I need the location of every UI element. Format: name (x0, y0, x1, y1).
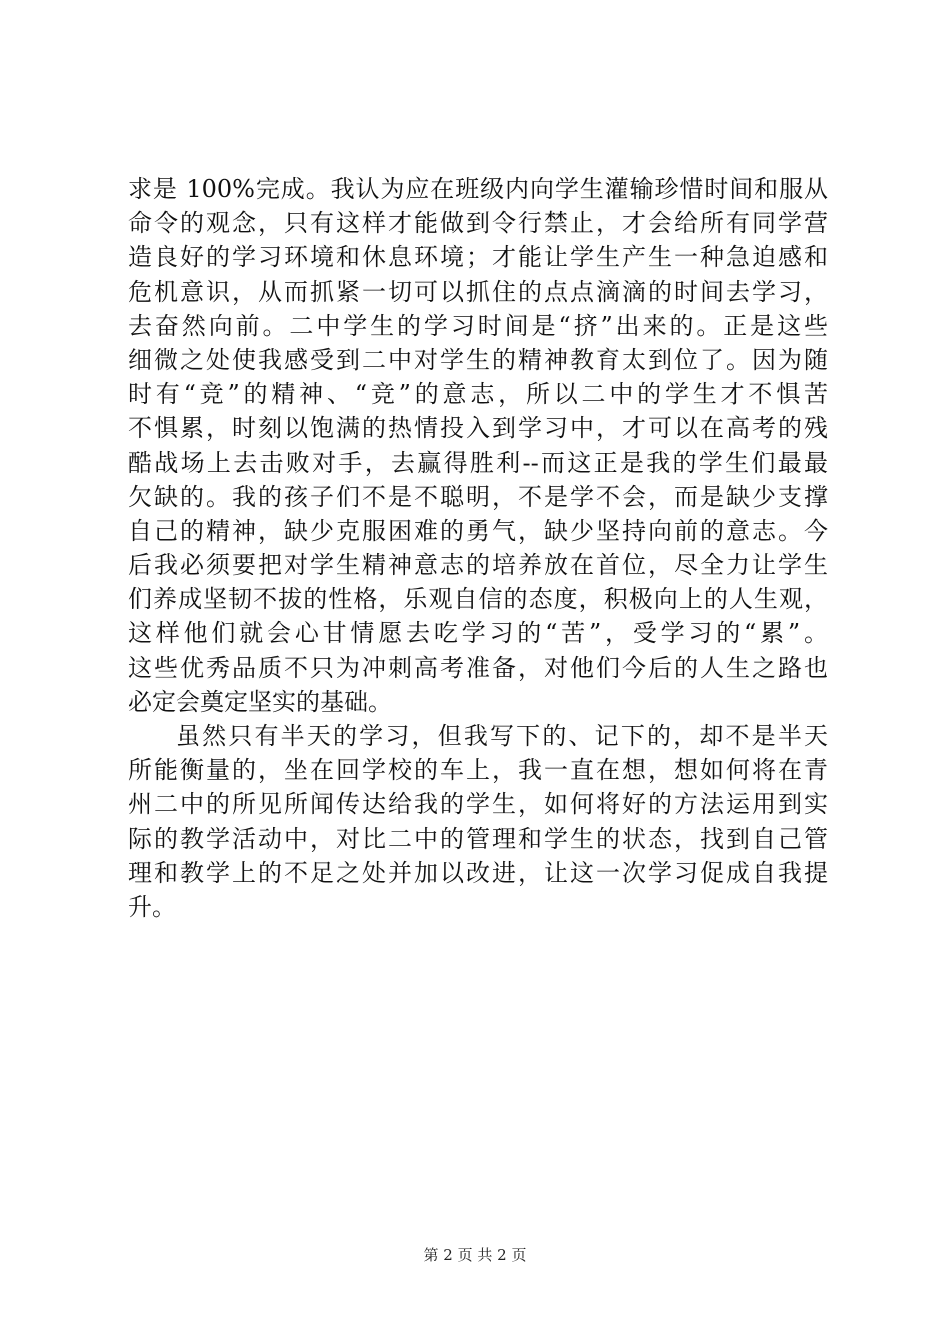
text-line: 所能衡量的，坐在回学校的车上，我一直在想，想如何将在青 (128, 756, 828, 785)
text-line: 去奋然向前。二中学生的学习时间是“挤”出来的。正是这些 (128, 311, 828, 340)
text-line: 危机意识，从而抓紧一切可以抓住的点点滴滴的时间去学习， (128, 277, 828, 306)
text-line: 造良好的学习环境和休息环境；才能让学生产生一种急迫感和 (128, 243, 828, 272)
text-line: 求是 100%完成。我认为应在班级内向学生灌输珍惜时间和服从 (128, 175, 828, 203)
paragraph-2 (128, 719, 828, 924)
document-body (128, 172, 828, 924)
text-line: 必定会奠定坚实的基础。 (128, 687, 392, 716)
text-line: 这些优秀品质不只为冲刺高考准备，对他们今后的人生之路也 (128, 653, 828, 682)
text-line: 细微之处使我感受到二中对学生的精神教育太到位了。因为随 (128, 345, 828, 374)
text-line: 欠缺的。我的孩子们不是不聪明，不是学不会，而是缺少支撑 (128, 482, 828, 511)
text-line: 时有“竞”的精神、“竞”的意志，所以二中的学生才不惧苦 (128, 380, 828, 409)
text-line: 酷战场上去击败对手，去赢得胜利--而这正是我的学生们最最 (128, 448, 828, 477)
page-number-footer: 第 2 页 共 2 页 (423, 1246, 527, 1264)
text-line: 虽然只有半天的学习，但我写下的、记下的，却不是半天 (176, 722, 828, 750)
text-line: 这样他们就会心甘情愿去吃学习的“苦”，受学习的“累”。 (128, 619, 828, 648)
text-line: 升。 (128, 892, 176, 921)
text-line: 后我必须要把对学生精神意志的培养放在首位，尽全力让学生 (128, 551, 828, 580)
paragraph-1 (128, 172, 828, 719)
text-line: 理和教学上的不足之处并加以改进，让这一次学习促成自我提 (128, 858, 828, 887)
text-line: 际的教学活动中，对比二中的管理和学生的状态，找到自己管 (128, 824, 828, 853)
text-line: 自己的精神，缺少克服困难的勇气，缺少坚持向前的意志。今 (128, 516, 828, 545)
text-line: 们养成坚韧不拔的性格，乐观自信的态度，积极向上的人生观， (128, 585, 828, 614)
text-line: 命令的观念，只有这样才能做到令行禁止，才会给所有同学营 (128, 209, 828, 238)
text-line: 不惧累，时刻以饱满的热情投入到学习中，才可以在高考的残 (128, 414, 828, 443)
text-line: 州二中的所见所闻传达给我的学生，如何将好的方法运用到实 (128, 790, 828, 819)
